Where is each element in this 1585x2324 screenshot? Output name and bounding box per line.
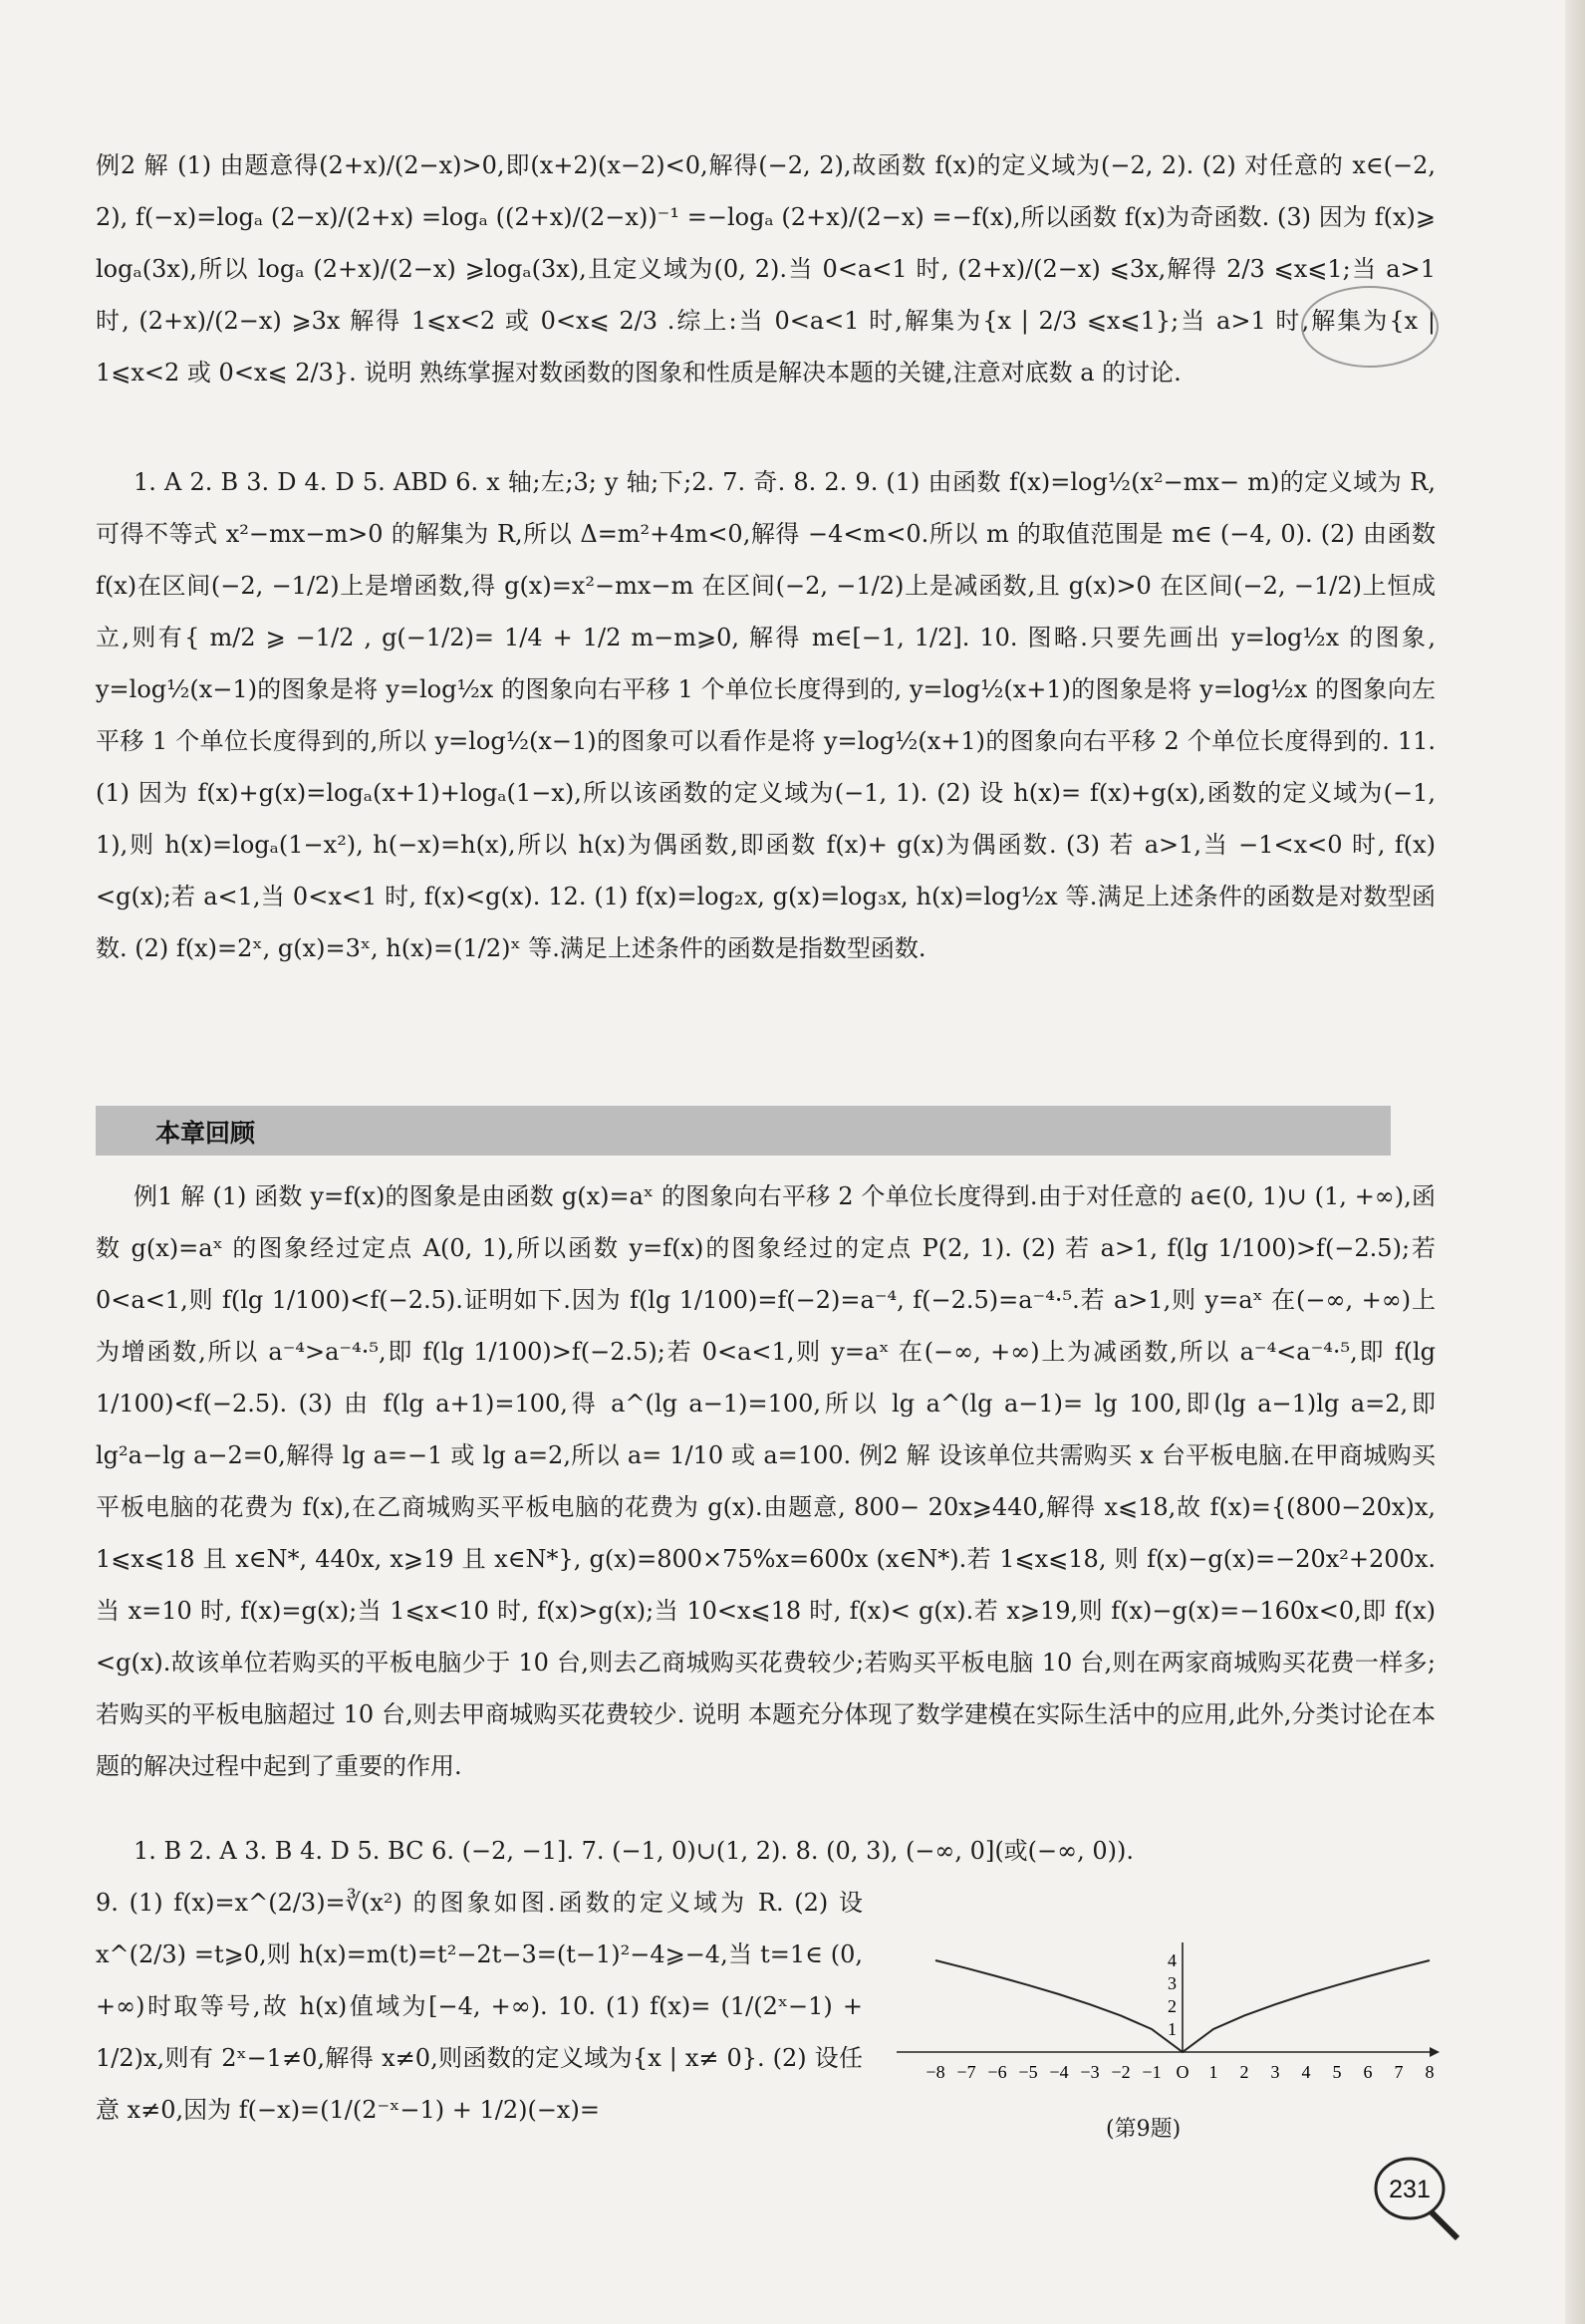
x-tick-label: −2 xyxy=(1111,2062,1131,2082)
function-graph-figure xyxy=(892,1923,1450,2132)
figure-caption: (第9题) xyxy=(1106,2117,1182,2142)
axis-ticks xyxy=(925,1950,1434,2082)
page-edge-strip xyxy=(1565,0,1585,2324)
section-title: 本章回顾 xyxy=(155,1119,256,1148)
x-tick-label: 2 xyxy=(1239,2062,1249,2082)
review-answers-line: 1. B 2. A 3. B 4. D 5. BC 6. (−2, −1]. 7. (−1, 0)∪(1, 2). 8. (0, 3), (−∞, 0](或(−∞, 0)). xyxy=(133,1837,1135,1865)
x-tick-label: 3 xyxy=(1270,2062,1280,2082)
x-tick-label: −4 xyxy=(1049,2062,1069,2082)
x-tick-label: −6 xyxy=(987,2062,1007,2082)
y-tick-label: 1 xyxy=(1168,2019,1177,2039)
y-tick-label: 3 xyxy=(1168,1973,1177,1993)
x-tick-label: 5 xyxy=(1332,2062,1342,2082)
x-tick-label: 6 xyxy=(1363,2062,1373,2082)
x-axis-arrow xyxy=(1430,2047,1440,2057)
x-tick-label: −5 xyxy=(1018,2062,1038,2082)
x-tick-label: 8 xyxy=(1425,2062,1435,2082)
answer-paragraph-9-10: 9. (1) f(x)=x^(2/3)=∛(x²) 的图象如图.函数的定义域为 R. (2) 设 x^(2/3) =t⩾0,则 h(x)=m(t)=t²−2t−3=(t−1)²−4⩾−4,当 t=1∈ (0, +∞)时取等号,故 h(x)值域为[−4, +∞). 10. (1) f(x)= (1/(2ˣ−1) + 1/2)x,则有 2ˣ−1≠0,解得 x≠0,则函数的定义域为{x | x≠ 0}. (2) 设任意 x≠0,因为 f(−x)=(1/(2⁻ˣ−1) + 1/2)(−x)= xyxy=(96,1889,863,2124)
page-number-badge xyxy=(1370,2147,1465,2242)
x-tick-label: 1 xyxy=(1208,2062,1218,2082)
y-tick-label: 4 xyxy=(1168,1950,1177,1970)
x-tick-label: −3 xyxy=(1080,2062,1100,2082)
x-tick-label: O xyxy=(1176,2062,1189,2082)
x-tick-label: −1 xyxy=(1142,2062,1162,2082)
answer-paragraph-example2: 例2 解 (1) 由题意得(2+x)/(2−x)>0,即(x+2)(x−2)<0,解得(−2, 2),故函数 f(x)的定义域为(−2, 2). (2) 对任意的 x∈(−2, 2), f(−x)=logₐ (2−x)/(2+x) =logₐ ((2+x)/(2−x))⁻¹ =−logₐ (2+x)/(2−x) =−f(x),所以函数 f(x)为奇函数. (3) 因为 f(x)⩾ logₐ(3x),所以 logₐ (2+x)/(2−x) ⩾logₐ(3x),且定义域为(0, 2).当 0<a<1 时, (2+x)/(2−x) ⩽3x,解得 2/3 ⩽x⩽1;当 a>1 时, (2+x)/(2−x) ⩾3x 解得 1⩽x<2 或 0<x⩽ 2/3 .综上:当 0<a<1 时,解集为{x | 2/3 ⩽x⩽1};当 a>1 时,解集为{x | 1⩽x<2 或 0<x⩽ 2/3}. 说明 熟练掌握对数函数的图象和性质是解决本题的关键,注意对底数 a 的讨论. xyxy=(96,151,1436,387)
corner-stamp xyxy=(1295,277,1445,377)
chapter-review-paragraph: 例1 解 (1) 函数 y=f(x)的图象是由函数 g(x)=aˣ 的图象向右平移 2 个单位长度得到.由于对任意的 a∈(0, 1)∪ (1, +∞),函数 g(x)=aˣ 的图象经过定点 A(0, 1),所以函数 y=f(x)的图象经过的定点 P(2, 1). (2) 若 a>1, f(lg 1/100)>f(−2.5);若 0<a<1,则 f(lg 1/100)<f(−2.5).证明如下.因为 f(lg 1/100)=f(−2)=a⁻⁴, f(−2.5)=a⁻⁴·⁵.若 a>1,则 y=aˣ 在(−∞, +∞)上为增函数,所以 a⁻⁴>a⁻⁴·⁵,即 f(lg 1/100)>f(−2.5);若 0<a<1,则 y=aˣ 在(−∞, +∞)上为减函数,所以 a⁻⁴<a⁻⁴·⁵,即 f(lg 1/100)<f(−2.5). (3) 由 f(lg a+1)=100,得 a^(lg a−1)=100,所以 lg a^(lg a−1)= lg 100,即(lg a−1)lg a=2,即 lg²a−lg a−2=0,解得 lg a=−1 或 lg a=2,所以 a= 1/10 或 a=100. 例2 解 设该单位共需购买 x 台平板电脑.在甲商城购买平板电脑的花费为 f(x),在乙商城购买平板电脑的花费为 g(x).由题意, 800− 20x⩾440,解得 x⩽18,故 f(x)={(800−20x)x, 1⩽x⩽18 且 x∈N*, 440x, x⩾19 且 x∈N*}, g(x)=800×75%x=600x (x∈N*).若 1⩽x⩽18, 则 f(x)−g(x)=−20x²+200x.当 x=10 时, f(x)=g(x);当 1⩽x<10 时, f(x)>g(x);当 10<x⩽18 时, f(x)< g(x).若 x⩾19,则 f(x)−g(x)=−160x<0,即 f(x)<g(x).故该单位若购买的平板电脑少于 10 台,则去乙商城购买花费较少;若购买平板电脑 10 台,则在两家商城购买花费一样多;若购买的平板电脑超过 10 台,则去甲商城购买花费较少. 说明 本题充分体现了数学建模在实际生活中的应用,此外,分类讨论在本题的解决过程中起到了重要的作用. xyxy=(96,1182,1436,1780)
section-header-bar xyxy=(96,1106,1391,1156)
answer-paragraph-exercises: 1. A 2. B 3. D 4. D 5. ABD 6. x 轴;左;3; y 轴;下;2. 7. 奇. 8. 2. 9. (1) 由函数 f(x)=log½(x²−mx− m)的定义域为 R,可得不等式 x²−mx−m>0 的解集为 R,所以 Δ=m²+4m<0,解得 −4<m<0.所以 m 的取值范围是 m∈ (−4, 0). (2) 由函数 f(x)在区间(−2, −1/2)上是增函数,得 g(x)=x²−mx−m 在区间(−2, −1/2)上是减函数,且 g(x)>0 在区间(−2, −1/2)上恒成立,则有{ m/2 ⩾ −1/2 , g(−1/2)= 1/4 + 1/2 m−m⩾0, 解得 m∈[−1, 1/2]. 10. 图略.只要先画出 y=log½x 的图象, y=log½(x−1)的图象是将 y=log½x 的图象向右平移 1 个单位长度得到的, y=log½(x+1)的图象是将 y=log½x 的图象向左平移 1 个单位长度得到的,所以 y=log½(x−1)的图象可以看作是将 y=log½(x+1)的图象向右平移 2 个单位长度得到的. 11. (1) 因为 f(x)+g(x)=logₐ(x+1)+logₐ(1−x),所以该函数的定义域为(−1, 1). (2) 设 h(x)= f(x)+g(x),函数的定义域为(−1, 1),则 h(x)=logₐ(1−x²), h(−x)=h(x),所以 h(x)为偶函数,即函数 f(x)+ g(x)为偶函数. (3) 若 a>1,当 −1<x<0 时, f(x)<g(x);若 a<1,当 0<x<1 时, f(x)<g(x). 12. (1) f(x)=log₂x, g(x)=log₃x, h(x)=log½x 等.满足上述条件的函数是对数型函数. (2) f(x)=2ˣ, g(x)=3ˣ, h(x)=(1/2)ˣ 等.满足上述条件的函数是指数型函数. xyxy=(96,468,1436,962)
x-tick-label: −7 xyxy=(956,2062,976,2082)
y-tick-label: 2 xyxy=(1168,1996,1177,2016)
x-tick-label: 4 xyxy=(1301,2062,1311,2082)
page-number: 231 xyxy=(1389,2176,1431,2203)
x-tick-label: −8 xyxy=(925,2062,945,2082)
x-tick-label: 7 xyxy=(1394,2062,1404,2082)
